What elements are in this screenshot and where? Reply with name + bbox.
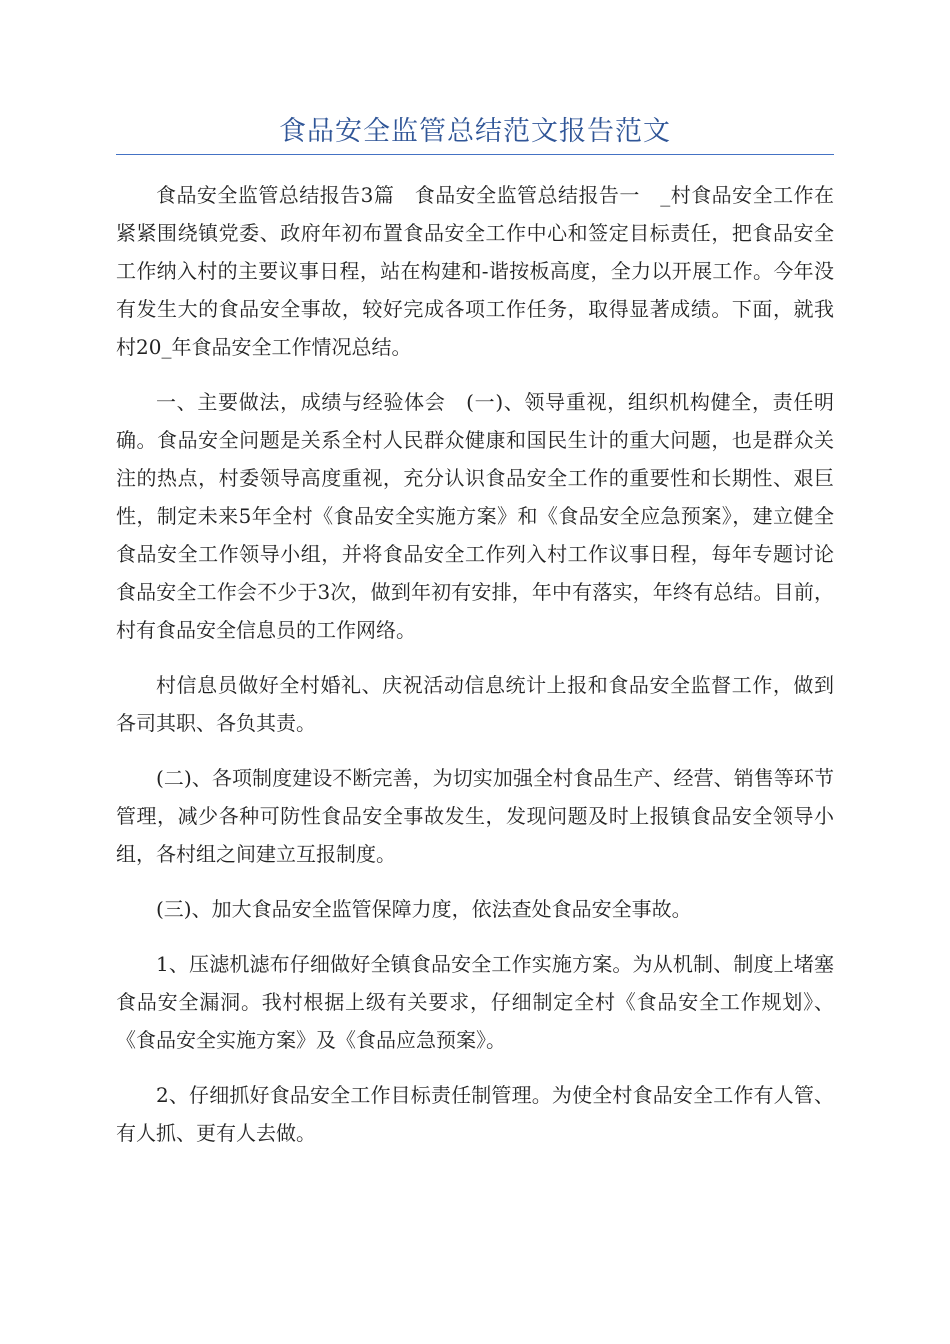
paragraph-6: 1、压滤机滤布仔细做好全镇食品安全工作实施方案。为从机制、制度上堵塞食品安全漏洞。我村根据上级有关要求，仔细制定全村《食品安全工作规划》、《食品安全实施方案》及《食品应急预案》。 <box>116 952 834 1052</box>
paragraph-4: (二)、各项制度建设不断完善，为切实加强全村食品生产、经营、销售等环节管理，减少各种可防性食品安全事故发生，发现问题及时上报镇食品安全领导小组，各村组之间建立互报制度。 <box>116 766 834 866</box>
paragraph-3: 村信息员做好全村婚礼、庆祝活动信息统计上报和食品安全监督工作，做到各司其职、各负其责。 <box>116 673 834 735</box>
title-underline <box>116 154 834 155</box>
document-title: 食品安全监管总结范文报告范文 <box>279 116 671 147</box>
document-body <box>116 176 834 1169</box>
paragraph-1: 食品安全监管总结报告3篇 食品安全监管总结报告一 _村食品安全工作在紧紧围绕镇党委、政府年初布置食品安全工作中心和签定目标责任，把食品安全工作纳入村的主要议事日程，站在构建和-谐按板高度，全力以开展工作。今年没有发生大的食品安全事故，较好完成各项工作任务，取得显著成绩。下面，就我村20_年食品安全工作情况总结。 <box>116 183 834 359</box>
paragraph-7: 2、仔细抓好食品安全工作目标责任制管理。为使全村食品安全工作有人管、有人抓、更有人去做。 <box>116 1083 834 1145</box>
paragraph-2: 一、主要做法，成绩与经验体会 (一)、领导重视，组织机构健全，责任明确。食品安全问题是关系全村人民群众健康和国民生计的重大问题，也是群众关注的热点，村委领导高度重视，充分认识食品安全工作的重要性和长期性、艰巨性，制定未来5年全村《食品安全实施方案》和《食品安全应急预案》，建立健全食品安全工作领导小组，并将食品安全工作列入村工作议事日程，每年专题讨论食品安全工作会不少于3次，做到年初有安排，年中有落实，年终有总结。目前，村有食品安全信息员的工作网络。 <box>116 390 834 642</box>
paragraph-5: (三)、加大食品安全监管保障力度，依法查处食品安全事故。 <box>156 897 692 921</box>
